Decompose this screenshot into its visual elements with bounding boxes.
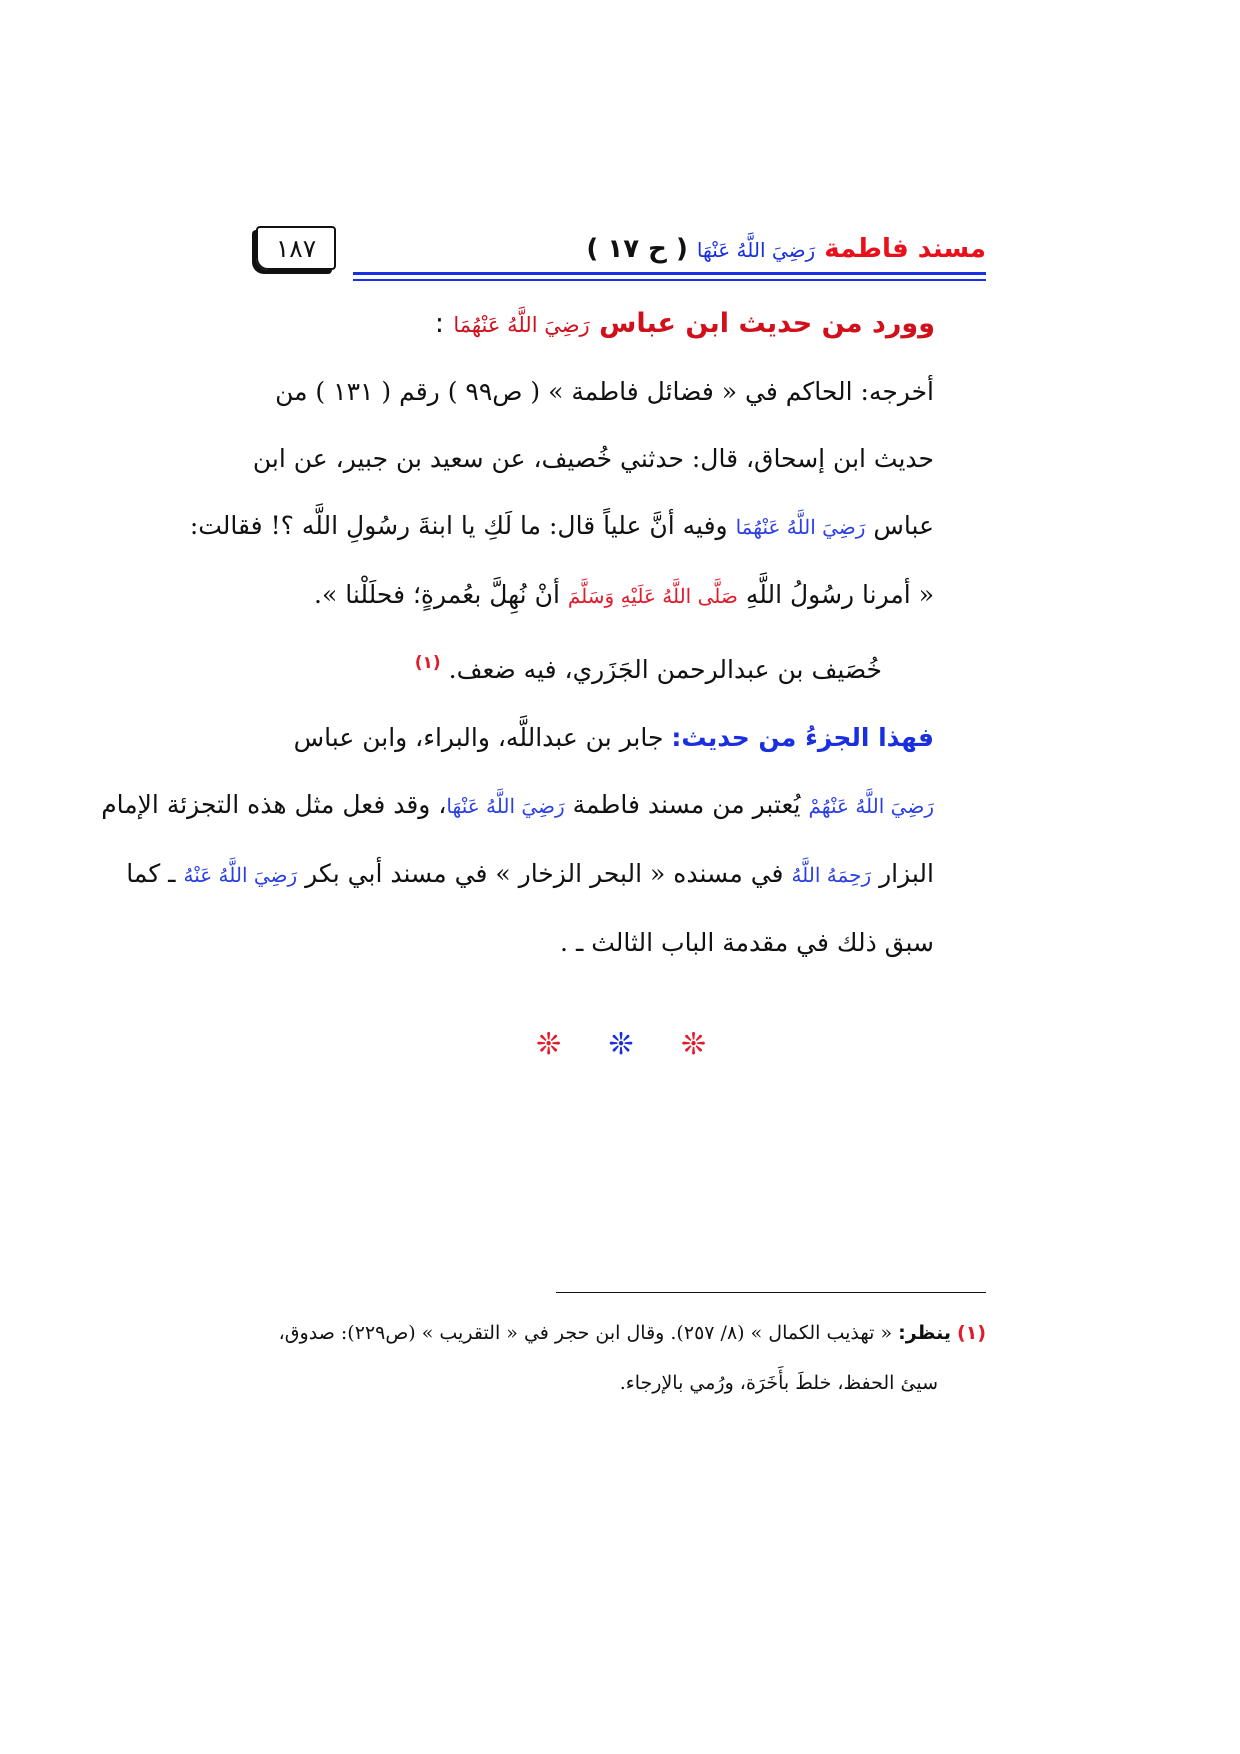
header-rule-bottom (353, 279, 986, 281)
text-span: البزار (879, 859, 934, 888)
section-heading-colon: : (434, 308, 444, 339)
page-number: ١٨٧ (275, 233, 317, 263)
paragraph1-line2: حديث ابن إسحاق، قال: حدثني خُصيف، عن سعيد بن جبير، عن ابن (252, 444, 934, 473)
paragraph2-lead: فهذا الجزءُ من حديث: (671, 723, 934, 752)
text-span: ، وقد فعل مثل هذه التجزئة الإمام (101, 790, 447, 819)
footnote-reference[interactable]: (١) (414, 653, 441, 673)
page-number-box (256, 226, 336, 270)
star-ornament-icon: ❊ (536, 1027, 562, 1062)
paragraph1-line5 (256, 630, 986, 703)
footnote-number: (١) (957, 1322, 986, 1344)
paragraph2-line4: سبق ذلك في مقدمة الباب الثالث ـ . (560, 928, 934, 957)
footnote-line2: سيئ الحفظ، خلطَ بأَخَرَة، ورُمي بالإرجاء. (619, 1372, 938, 1394)
text-span: ـ كما (126, 859, 176, 888)
section-heading (435, 308, 935, 339)
header-honorific: رَضِيَ اللَّهُ عَنْهَا (696, 238, 816, 262)
honorific-inline: رَضِيَ اللَّهُ عَنْهُ (183, 863, 298, 887)
text-span: « أمرنا رسُولُ اللَّهِ (745, 580, 934, 609)
running-header (256, 226, 986, 282)
honorific-inline: رَضِيَ اللَّهُ عَنْهُمْ (808, 794, 934, 818)
honorific-inline: رَضِيَ اللَّهُ عَنْهُمَا (735, 515, 866, 539)
header-title (586, 234, 986, 264)
text-span: عباس (873, 511, 934, 540)
footnote-label: ينظر: (898, 1322, 951, 1344)
paragraph1-line1: أخرجه: الحاكم في « فضائل فاطمة » ( ص٩٩ ) رقم ( ١٣١ ) من (275, 377, 934, 406)
header-rule-top (353, 272, 986, 275)
paragraph2-line1 (256, 704, 986, 771)
header-title-text: مسند فاطمة (824, 234, 986, 264)
paragraph-takhrij (189, 358, 986, 703)
text-span: في مسنده « البحر الزخار » في مسند أبي بكر (305, 859, 784, 888)
honorific-inline: رَحِمَهُ اللَّهُ (791, 863, 872, 887)
header-part-number: ( ح ١٧ ) (586, 234, 688, 264)
paragraph1-line3 (189, 492, 986, 561)
text-span: وفيه أنَّ علياً قال: ما لَكِ يا ابنةَ رسُولِ اللَّه ؟! فقالت: (189, 511, 728, 540)
text-span: أنْ نُهِلَّ بعُمرةٍ؛ فحلَلْنا ». (314, 580, 560, 609)
section-heading-honorific: رَضِيَ اللَّهُ عَنْهُمَا (453, 313, 590, 337)
text-span: خُصَيف بن عبدالرحمن الجَزَري، فيه ضعف. (448, 655, 882, 684)
paragraph2-line3 (126, 840, 986, 909)
section-separator (536, 1027, 706, 1062)
footnote-line1 (256, 1308, 986, 1358)
star-ornament-icon: ❊ (608, 1027, 634, 1062)
paragraph-conclusion (101, 704, 986, 976)
text-span: « تهذيب الكمال » (٨/ ٢٥٧). وقال ابن حجر في « التقريب » (ص٢٢٩): صدوق، (278, 1322, 893, 1344)
honorific-inline: رَضِيَ اللَّهُ عَنْهَا (446, 794, 565, 818)
footnote (256, 1308, 986, 1408)
text-span: يُعتبر من مسند فاطمة (572, 790, 801, 819)
footnote-divider (556, 1292, 986, 1293)
section-heading-text: وورد من حديث ابن عباس (599, 308, 935, 339)
paragraph2-line2 (101, 771, 986, 840)
star-ornament-icon: ❊ (680, 1027, 706, 1062)
paragraph1-line4 (256, 561, 986, 630)
text-span: جابر بن عبداللَّه، والبراء، وابن عباس (293, 723, 664, 752)
salutation-inline: صَلَّى اللَّهُ عَلَيْهِ وَسَلَّمَ (567, 584, 738, 608)
